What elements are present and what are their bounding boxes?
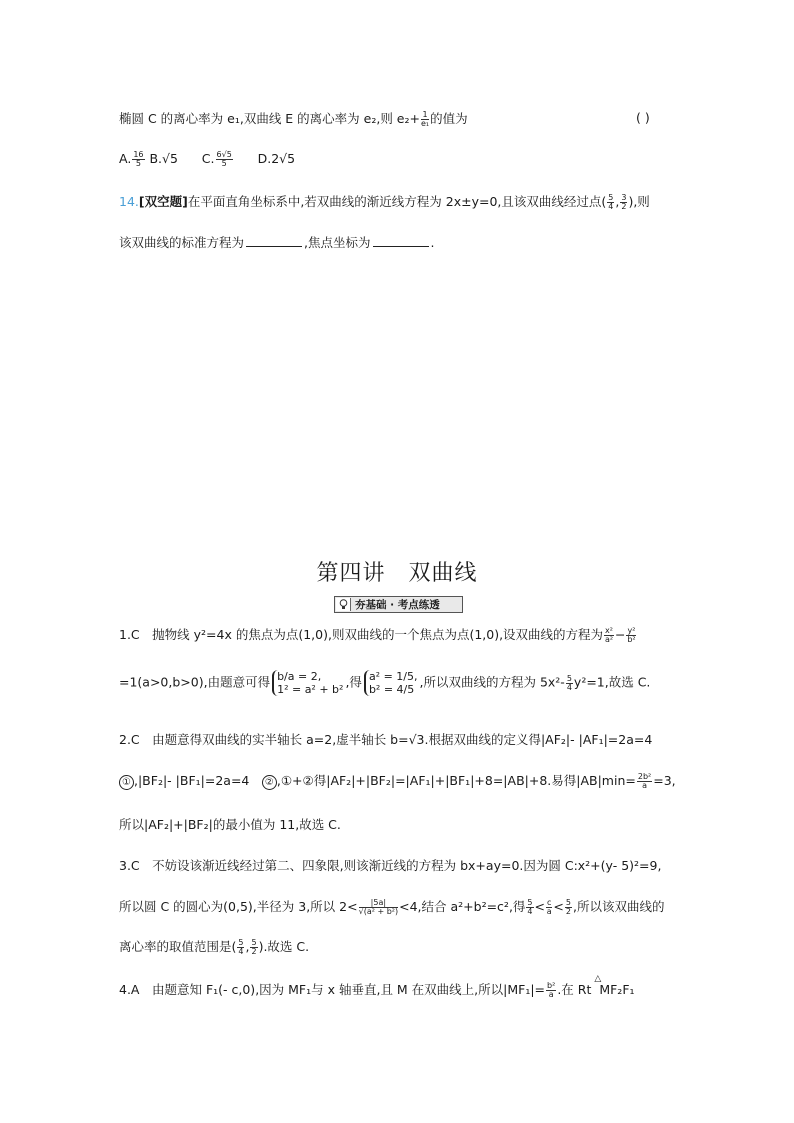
option-b: B.√5 [149, 151, 178, 166]
option-a: A. $\frac{16}{5}$ [119, 150, 144, 168]
answer-blank-2[interactable] [373, 234, 429, 247]
answer-3-line2: 所以圆 C 的圆心为(0,5),半径为 3,所以 2< $\frac{|5a|}{\text{√(a² + b²)}}$ <4,结合 a²+b²=c²,得 $\frac{5}{4}$ < $\frac{c}{a}$ < $\frac{5}{2}$ ,所以该双曲线的 [119, 898, 665, 916]
answer-2-line1: 2.C 由题意得双曲线的实半轴长 a=2,虚半轴长 b=√3.根据双曲线的定义得|AF₂|- |AF₁|=2a=4 [119, 732, 653, 747]
triangle-symbol: △ [594, 974, 602, 984]
answer-blank-1[interactable] [246, 234, 302, 247]
answer-3-line1: 3.C 不妨设该渐近线经过第二、四象限,则该渐近线的方程为 bx+ay=0.因为圆 C:x²+(y- 5)²=9, [119, 858, 662, 873]
lightbulb-icon [336, 598, 351, 611]
option-d: D.2√5 [257, 151, 296, 166]
q13-options [119, 150, 295, 168]
q14-blanks: 该双曲线的标准方程为 ,焦点坐标为 . [119, 235, 435, 250]
answer-paren: ( ) [636, 110, 650, 125]
option-c: C. $\frac{6√5}{5}$ [201, 150, 232, 168]
answer-2-line3: 所以|AF₂|+|BF₂|的最小值为 11,故选 C. [119, 817, 341, 832]
question-number: 14. [119, 194, 139, 209]
answer-1-line2: =1(a>0,b>0),由题意可得 b/a = 2, 1² = a² + b² ,得 a² = 1/5, b² = 4/5 ,所以双曲线的方程为 5x²- $\frac{5}{4}$ y²=1,故选 C. [119, 670, 651, 696]
section-banner: 夯基础 · 考点练透 [334, 596, 463, 613]
answer-2-line2: ① ,|BF₂|- |BF₁|=2a=4 ② ,①+②得|AF₂|+|BF₂|=|AF₁|+|BF₁|+8=|AB|+8.易得|AB|min= $\frac{\text{2b²}}{a}$ =3, [119, 772, 676, 790]
answer-4-line1: 4.A 由题意知 F₁(- c,0),因为 MF₁与 x 轴垂直,且 M 在双曲线上,所以|MF₁|= $\frac{\text{b²}}{a}$ .在 Rt △ MF₂F₁ [119, 981, 635, 999]
answer-3-line3: 离心率的取值范围是( $\frac{5}{4}$ , $\frac{5}{2}$ ).故选 C. [119, 938, 310, 956]
q14-stem: 14.[双空题]在平面直角坐标系中,若双曲线的渐近线方程为 2x±y=0,且该双曲线经过点( $\frac{5}{4}$ , $\frac{3}{2}$ ),则 [119, 193, 650, 211]
answer-1-line1: 1.C 抛物线 y²=4x 的焦点为点(1,0),则双曲线的一个焦点为点(1,0),设双曲线的方程为 $\frac{\text{x²}}{\text{a²}}$ − $\frac{\text{y²}}{\text{b²}}$ [119, 626, 636, 644]
q13-stem: 椭圆 C 的离心率为 e₁,双曲线 E 的离心率为 e₂,则 e₂+ $\frac{1}{\text{e₁}}$ 的值为 [119, 110, 468, 128]
section-title: 第四讲 双曲线 [316, 561, 478, 586]
equation-system-2: a² = 1/5, b² = 4/5 [364, 670, 418, 696]
equation-system-1: b/a = 2, 1² = a² + b² [272, 670, 343, 696]
question-tag: [双空题] [138, 194, 188, 209]
